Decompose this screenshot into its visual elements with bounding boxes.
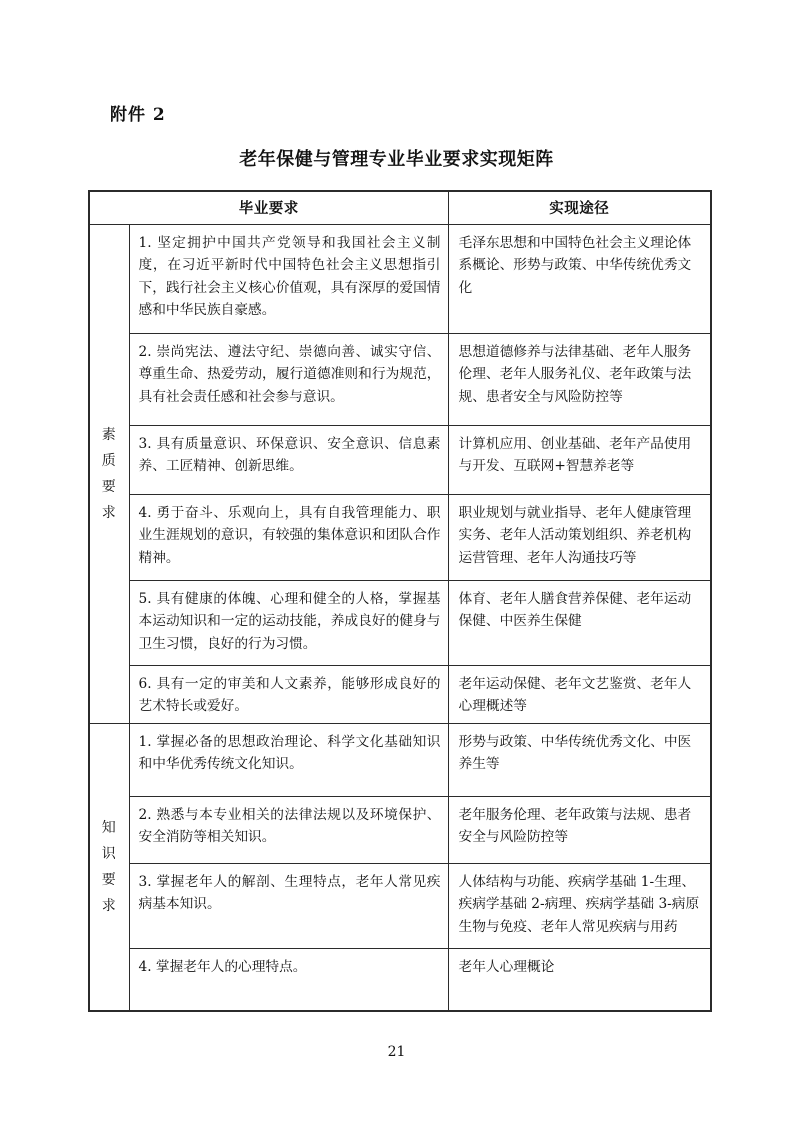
group-label-quality: 素质要求 [89,224,129,723]
approach-cell: 思想道德修养与法律基础、老年人服务伦理、老年人服务礼仪、老年政策与法规、患者安全与风险防控等 [448,333,711,425]
section-quality-requirements [89,224,711,723]
requirement-cell: 3. 掌握老年人的解剖、生理特点，老年人常见疾病基本知识。 [129,863,448,948]
column-header-requirements: 毕业要求 [89,191,448,224]
requirement-cell: 1. 掌握必备的思想政治理论、科学文化基础知识和中华优秀传统文化知识。 [129,723,448,796]
table-row [89,494,711,580]
approach-cell: 毛泽东思想和中国特色社会主义理论体系概论、形势与政策、中华传统优秀文化 [448,224,711,333]
requirement-cell: 6. 具有一定的审美和人文素养，能够形成良好的艺术特长或爱好。 [129,665,448,723]
requirement-cell: 2. 熟悉与本专业相关的法律法规以及环境保护、安全消防等相关知识。 [129,796,448,863]
requirement-cell: 4. 掌握老年人的心理特点。 [129,948,448,1011]
table-row [89,948,711,1011]
table-row [89,224,711,333]
table-row [89,723,711,796]
approach-cell: 老年运动保健、老年文艺鉴赏、老年人心理概述等 [448,665,711,723]
table-row [89,796,711,863]
approach-cell: 计算机应用、创业基础、老年产品使用与开发、互联网+智慧养老等 [448,425,711,494]
table-header [89,191,711,224]
attachment-label: 附件 2 [110,105,166,125]
column-header-approaches: 实现途径 [448,191,711,224]
approach-cell: 老年人心理概论 [448,948,711,1011]
table-row [89,863,711,948]
table-row [89,580,711,665]
approach-cell: 职业规划与就业指导、老年人健康管理实务、老年人活动策划组织、养老机构运营管理、老年人沟通技巧等 [448,494,711,580]
section-knowledge-requirements [89,723,711,1011]
table-row [89,333,711,425]
table-row [89,425,711,494]
requirements-matrix-table [88,190,712,1012]
approach-cell: 形势与政策、中华传统优秀文化、中医养生等 [448,723,711,796]
requirement-cell: 1. 坚定拥护中国共产党领导和我国社会主义制度，在习近平新时代中国特色社会主义思想指引下，践行社会主义核心价值观，具有深厚的爱国情感和中华民族自豪感。 [129,224,448,333]
requirement-cell: 5. 具有健康的体魄、心理和健全的人格，掌握基本运动知识和一定的运动技能，养成良好的健身与卫生习惯，良好的行为习惯。 [129,580,448,665]
page-title: 老年保健与管理专业毕业要求实现矩阵 [239,149,554,170]
approach-cell: 老年服务伦理、老年政策与法规、患者安全与风险防控等 [448,796,711,863]
table-row [89,665,711,723]
requirement-cell: 3. 具有质量意识、环保意识、安全意识、信息素养、工匠精神、创新思维。 [129,425,448,494]
requirement-cell: 2. 崇尚宪法、遵法守纪、崇德向善、诚实守信、尊重生命、热爱劳动，履行道德准则和行为规范，具有社会责任感和社会参与意识。 [129,333,448,425]
approach-cell: 体育、老年人膳食营养保健、老年运动保健、中医养生保健 [448,580,711,665]
page-number: 21 [387,1044,406,1060]
header-row [89,191,711,224]
requirement-cell: 4. 勇于奋斗、乐观向上，具有自我管理能力、职业生涯规划的意识，有较强的集体意识和团队合作精神。 [129,494,448,580]
group-label-knowledge: 知识要求 [89,723,129,1011]
approach-cell: 人体结构与功能、疾病学基础 1-生理、疾病学基础 2-病理、疾病学基础 3-病原生物与免疫、老年人常见疾病与用药 [448,863,711,948]
